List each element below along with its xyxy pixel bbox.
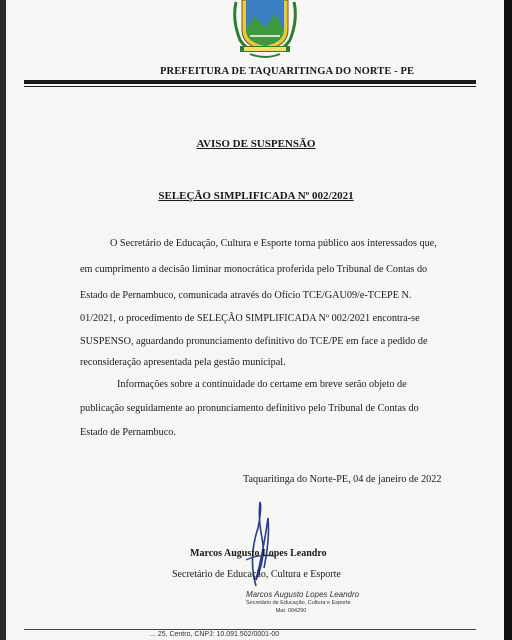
body-line: 01/2021, o procedimento de SELEÇÃO SIMPLIFICADA Nº 002/2021 encontra-se — [80, 313, 420, 324]
body-line: reconsideração apresentada pela gestão municipal. — [80, 357, 286, 368]
stamp-role: Secretário de Educação, Cultura e Esporte — [246, 600, 351, 606]
body-line: Informações sobre a continuidade do certame em breve serão objeto de — [117, 379, 407, 390]
notice-subtitle: SELEÇÃO SIMPLIFICADA Nº 002/2021 — [158, 190, 354, 202]
official-stamp — [246, 590, 360, 614]
municipal-coat-of-arms-icon — [228, 0, 302, 62]
body-line: Estado de Pernambuco. — [80, 427, 176, 438]
body-line: em cumprimento a decisão liminar monocrática proferida pelo Tribunal de Contas do — [80, 264, 428, 275]
header-divider-thin — [24, 86, 476, 87]
header-title: PREFEITURA DE TAQUARITINGA DO NORTE - PE — [160, 66, 415, 77]
body-line: O Secretário de Educação, Cultura e Esporte torna público aos interessados que, — [110, 238, 437, 249]
footer-divider — [24, 629, 476, 630]
notice-title: AVISO DE SUSPENSÃO — [196, 138, 316, 150]
signatory-role: Secretário de Educação, Cultura e Esporte — [172, 569, 341, 580]
body-line: SUSPENSO, aguardando pronunciamento definitivo do TCE/PE em face a pedido de — [80, 336, 428, 347]
scan-edge-left — [0, 0, 6, 640]
footer-text: ... 25, Centro, CNPJ: 10.091.502/0001-00 — [150, 631, 280, 638]
scan-edge-right — [504, 0, 512, 640]
stamp-name: Marcos Augusto Lopes Leandro — [246, 590, 360, 599]
header-divider — [24, 80, 476, 84]
body-line: publicação seguidamente ao pronunciamento definitivo pelo Tribunal de Contas do — [80, 403, 419, 414]
signatory-name: Marcos Augusto Lopes Leandro — [190, 548, 327, 559]
stamp-registration: Mat. 004290 — [275, 608, 307, 614]
body-line: Estado de Pernambuco, comunicada através do Ofício TCE/GAU09/e-TCEPE N. — [80, 290, 412, 301]
date-line: Taquaritinga do Norte-PE, 04 de janeiro de 2022 — [243, 474, 442, 485]
